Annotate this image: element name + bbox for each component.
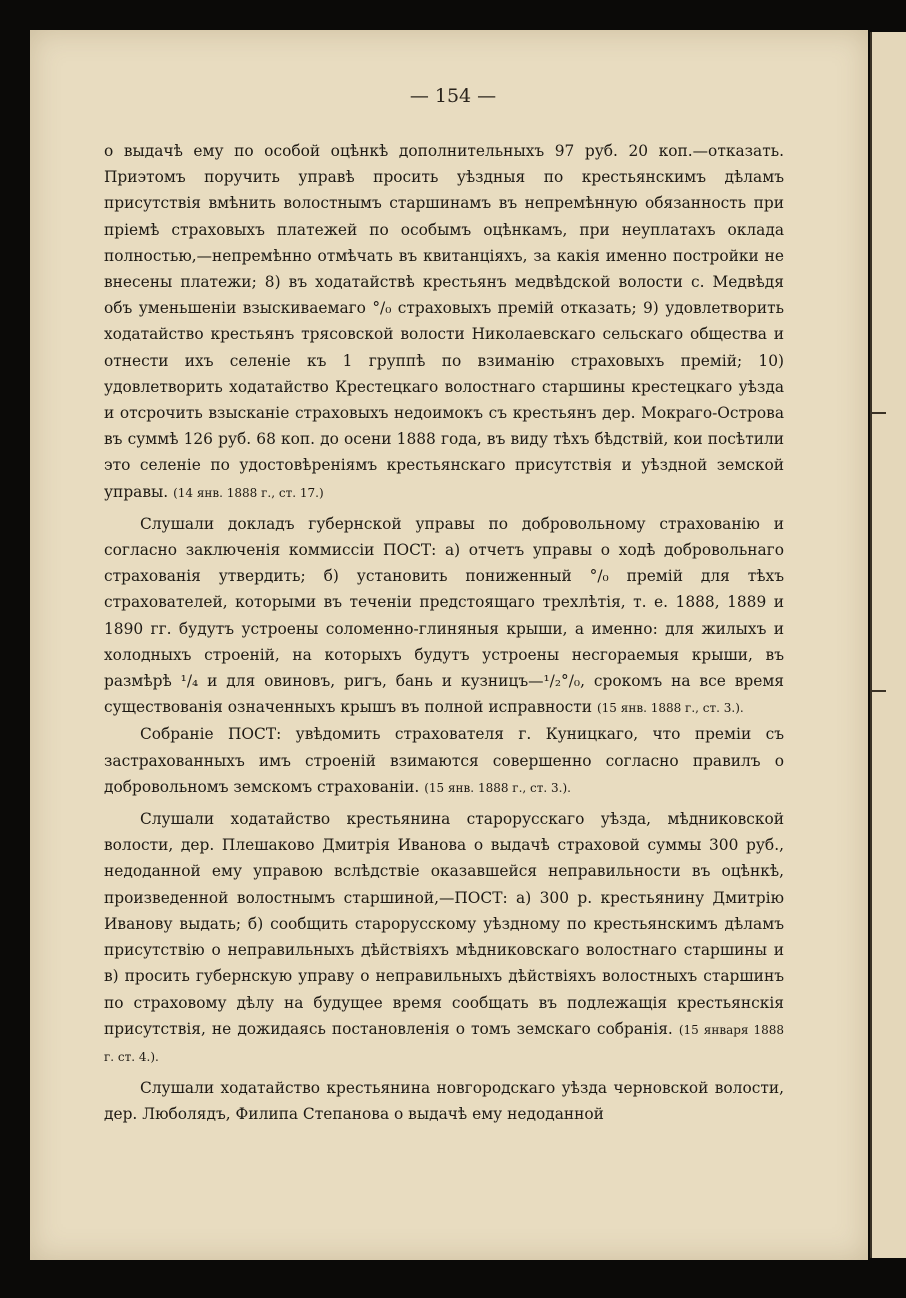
paragraph-text: Слушали ходатайство крестьянина старорусскаго уѣзда, мѣдниковской волости, дер. Плешаково Дмитрія Иванова о выдачѣ страховой суммы 300 руб., недоданной ему управою вслѣдствіе оказавшейся неправильности въ оцѣнкѣ, произведенной волостнымъ старшиной,—ПОСТ: а) 300 р. крестьянину Дмитрію Иванову выдать; б) сообщить старорусскому уѣздному по крестьянскимъ дѣламъ присутствію о неправильныхъ дѣйствіяхъ мѣдниковскаго волостнаго старшины и в) просить губернскую управу о неправильныхъ дѣйствіяхъ волостныхъ старшинъ по страховому дѣлу на будущее время сообщать въ подлежащія крестьянскія присутствія, не дожидаясь постановленія о томъ земскаго собранія.: [104, 810, 784, 1038]
paragraph-text: о выдачѣ ему по особой оцѣнкѣ дополнительныхъ 97 руб. 20 коп.—отказать. Приэтомъ поручить управѣ просить уѣздныя по крестьянскимъ дѣламъ присутствія вмѣнить волостнымъ старшинамъ въ непремѣнную обязанность при пріемѣ страховыхъ платежей по особымъ оцѣнкамъ, при неуплатахъ оклада полностью,—непремѣнно отмѣчать въ квитанціяхъ, за какія именно постройки не внесены платежи; 8) въ ходатайствѣ крестьянъ медвѣдской волости с. Медвѣдя объ уменьшеніи взыскиваемаго °/₀ страховыхъ премій отказать; 9) удовлетворить ходатайство крестьянъ трясовской волости Николаевскаго сельскаго общества и отнести ихъ селеніе къ 1 группѣ по взиманію страховыхъ премій; 10) удовлетворить ходатайство Крестецкаго волостнаго старшины крестецкаго уѣзда и отсрочить взысканіе страховыхъ недоимокъ съ крестьянъ дер. Мокраго-Острова въ суммѣ 126 руб. 68 коп. до осени 1888 года, въ виду тѣхъ бѣдствій, кои посѣтили это селеніе по удостовѣреніямъ крестьянскаго присутствія и уѣздной земской управы.: [104, 142, 784, 501]
page-edge-mark: [872, 412, 886, 414]
paragraph-4: [104, 806, 784, 1070]
page-edge-mark: [872, 690, 886, 692]
paragraph-reference: (14 янв. 1888 г., ст. 17.): [173, 485, 324, 500]
paragraph-reference: (15 янв. 1888 г., ст. 3.).: [424, 780, 571, 795]
paragraph-reference: (15 января 1888 г. ст. 4.).: [104, 1022, 784, 1064]
paragraph-reference: (15 янв. 1888 г., ст. 3.).: [596, 701, 744, 716]
paragraph-text: Собраніе ПОСТ: увѣдомить страхователя г. Куницкаго, что преміи съ застрахованныхъ имъ строеній взимаются совершенно согласно правилъ о добровольномъ земскомъ страхованіи.: [104, 725, 784, 796]
paragraph-3: [104, 721, 784, 801]
facing-page-edge: [870, 32, 906, 1258]
page-body: [104, 138, 784, 1128]
paragraph-1: [104, 138, 784, 506]
paragraph-text: Слушали ходатайство крестьянина новгородскаго уѣзда черновской волости, дер. Люболядъ, Филипа Степанова о выдачѣ ему недоданной: [104, 1079, 784, 1124]
paragraph-5: [104, 1075, 784, 1127]
paragraph-text: Слушали докладъ губернской управы по добровольному страхованію и согласно заключенія коммиссіи ПОСТ: а) отчетъ управы о ходѣ добровольнаго страхованія утвердить; б) установить пониженный °/₀ премій для тѣхъ страхователей, которыми въ теченіи предстоящаго трехлѣтія, т. е. 1888, 1889 и 1890 гг. будутъ устроены соломенно-глиняныя крыши, а именно: для жилыхъ и холодныхъ строеній, на которыхъ будутъ устроены несгораемыя крыши, въ размѣрѣ ¹/₄ и для овиновъ, ригъ, бань и кузницъ—¹/₂°/₀, срокомъ на все время существованія означенныхъ крышъ въ полной исправности: [104, 514, 784, 717]
page-number: — 154 —: [409, 85, 497, 107]
paragraph-2: [104, 511, 784, 722]
